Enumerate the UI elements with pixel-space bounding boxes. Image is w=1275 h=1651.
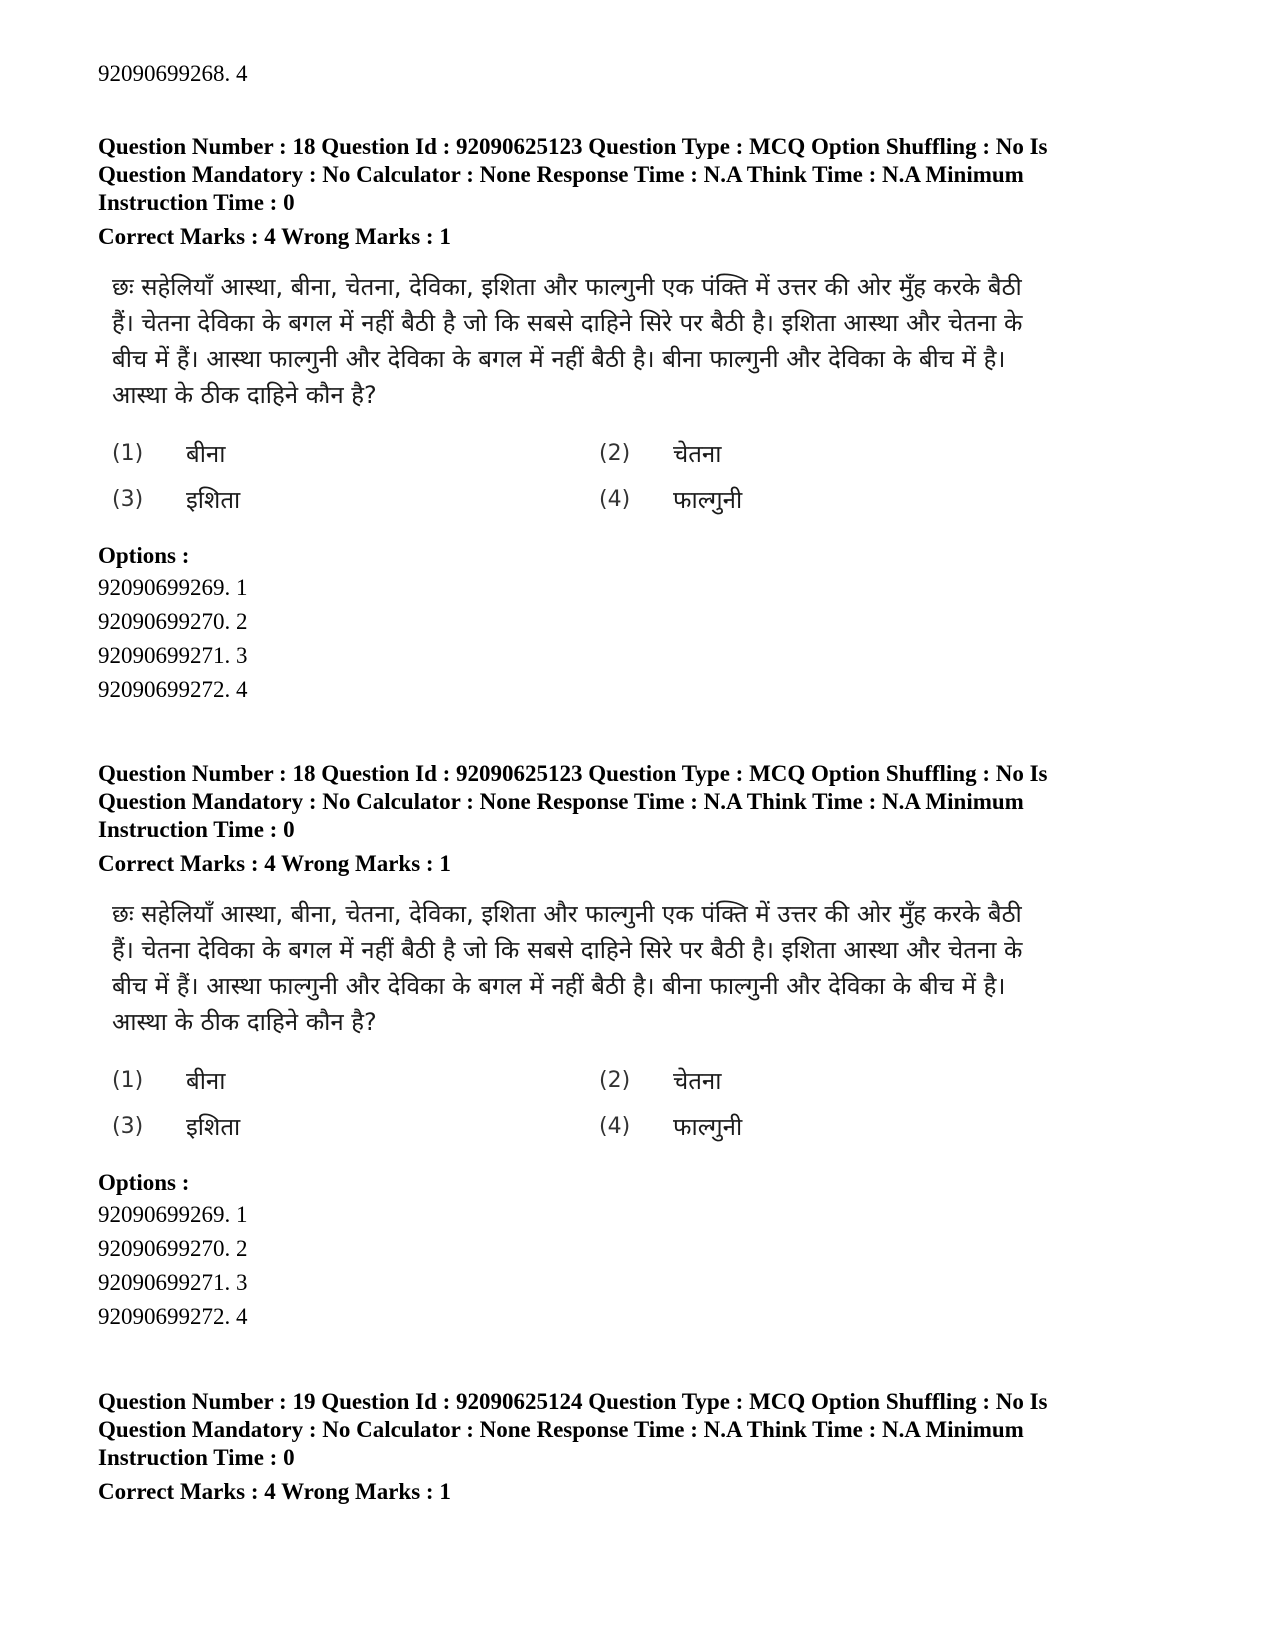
question-meta-line: Question Number : 19 Question Id : 92090625124 Question Type : MCQ Option Shuffling : No Is xyxy=(98,1389,1048,1414)
option-line: 92090699271. 3 xyxy=(98,1270,248,1295)
option-line: 92090699269. 1 xyxy=(98,1202,248,1227)
question-meta-line: Question Number : 18 Question Id : 92090625123 Question Type : MCQ Option Shuffling : No Is xyxy=(98,761,1048,786)
question-meta-line: Question Number : 18 Question Id : 92090625123 Question Type : MCQ Option Shuffling : No Is xyxy=(98,134,1048,159)
choice-label: फाल्गुनी xyxy=(673,1112,743,1141)
question-body xyxy=(112,896,1122,1144)
option-line: 92090699270. 2 xyxy=(98,1236,248,1261)
previous-question-tail xyxy=(98,60,1178,87)
choice-number: (2) xyxy=(599,440,631,466)
answer-choices xyxy=(112,1062,1122,1144)
choice-label: इशिता xyxy=(186,1112,241,1141)
question-text-line: आस्था के ठीक दाहिने कौन है? xyxy=(112,1008,377,1036)
question-block-3 xyxy=(98,1388,1178,1506)
answer-choice-4 xyxy=(599,481,1086,517)
choice-number: (2) xyxy=(599,1067,631,1093)
choice-label: बीना xyxy=(186,439,226,468)
answer-choice-1 xyxy=(112,435,599,471)
question-text-line: हैं। चेतना देविका के बगल में नहीं बैठी है जो कि सबसे दाहिने सिरे पर बैठी है। इशिता आस्था और चेतना के xyxy=(112,309,1023,337)
question-meta-line: Instruction Time : 0 xyxy=(98,817,295,842)
choice-label: इशिता xyxy=(186,485,241,514)
question-meta-line: Question Mandatory : No Calculator : None Response Time : N.A Think Time : N.A Minimum xyxy=(98,1417,1024,1442)
option-line: 92090699269. 1 xyxy=(98,575,248,600)
option-line: 92090699271. 3 xyxy=(98,643,248,668)
answer-choice-3 xyxy=(112,481,599,517)
option-line: 92090699270. 2 xyxy=(98,609,248,634)
question-body xyxy=(112,269,1122,517)
options-heading: Options : xyxy=(98,1170,190,1195)
choice-label: बीना xyxy=(186,1066,226,1095)
question-meta-line: Question Mandatory : No Calculator : None Response Time : N.A Think Time : N.A Minimum xyxy=(98,789,1024,814)
answer-choice-3 xyxy=(112,1108,599,1144)
answer-choices xyxy=(112,435,1122,517)
answer-choice-1 xyxy=(112,1062,599,1098)
options-list xyxy=(98,541,1178,707)
question-marks: Correct Marks : 4 Wrong Marks : 1 xyxy=(98,851,451,876)
question-block-2 xyxy=(98,760,1178,1334)
question-meta-line: Instruction Time : 0 xyxy=(98,1445,295,1470)
question-text-line: हैं। चेतना देविका के बगल में नहीं बैठी है जो कि सबसे दाहिने सिरे पर बैठी है। इशिता आस्था और चेतना के xyxy=(112,936,1023,964)
question-text-line: बीच में हैं। आस्था फाल्गुनी और देविका के बगल में नहीं बैठी है। बीना फाल्गुनी और देविका के बीच में है। xyxy=(112,345,1006,373)
choice-number: (3) xyxy=(112,486,144,512)
question-marks: Correct Marks : 4 Wrong Marks : 1 xyxy=(98,1479,451,1504)
choice-number: (1) xyxy=(112,1067,144,1093)
answer-choice-4 xyxy=(599,1108,1086,1144)
question-text-line: छः सहेलियाँ आस्था, बीना, चेतना, देविका, इशिता और फाल्गुनी एक पंक्ति में उत्तर की ओर मुँह करके बैठी xyxy=(112,273,1022,301)
choice-label: फाल्गुनी xyxy=(673,485,743,514)
option-line: 92090699272. 4 xyxy=(98,1304,248,1329)
choice-number: (4) xyxy=(599,486,631,512)
option-line: 92090699272. 4 xyxy=(98,677,248,702)
choice-label: चेतना xyxy=(673,439,722,468)
choice-number: (3) xyxy=(112,1113,144,1139)
question-text-line: बीच में हैं। आस्था फाल्गुनी और देविका के बगल में नहीं बैठी है। बीना फाल्गुनी और देविका के बीच में है। xyxy=(112,972,1006,1000)
question-text-line: आस्था के ठीक दाहिने कौन है? xyxy=(112,381,377,409)
choice-number: (4) xyxy=(599,1113,631,1139)
choice-number: (1) xyxy=(112,440,144,466)
options-list xyxy=(98,1168,1178,1334)
options-heading: Options : xyxy=(98,543,190,568)
answer-choice-2 xyxy=(599,435,1086,471)
question-meta-line: Instruction Time : 0 xyxy=(98,190,295,215)
question-block-1 xyxy=(98,133,1178,707)
answer-choice-2 xyxy=(599,1062,1086,1098)
question-marks: Correct Marks : 4 Wrong Marks : 1 xyxy=(98,224,451,249)
option-line: 92090699268. 4 xyxy=(98,61,248,86)
question-text-line: छः सहेलियाँ आस्था, बीना, चेतना, देविका, इशिता और फाल्गुनी एक पंक्ति में उत्तर की ओर मुँह करके बैठी xyxy=(112,900,1022,928)
choice-label: चेतना xyxy=(673,1066,722,1095)
question-meta-line: Question Mandatory : No Calculator : None Response Time : N.A Think Time : N.A Minimum xyxy=(98,162,1024,187)
